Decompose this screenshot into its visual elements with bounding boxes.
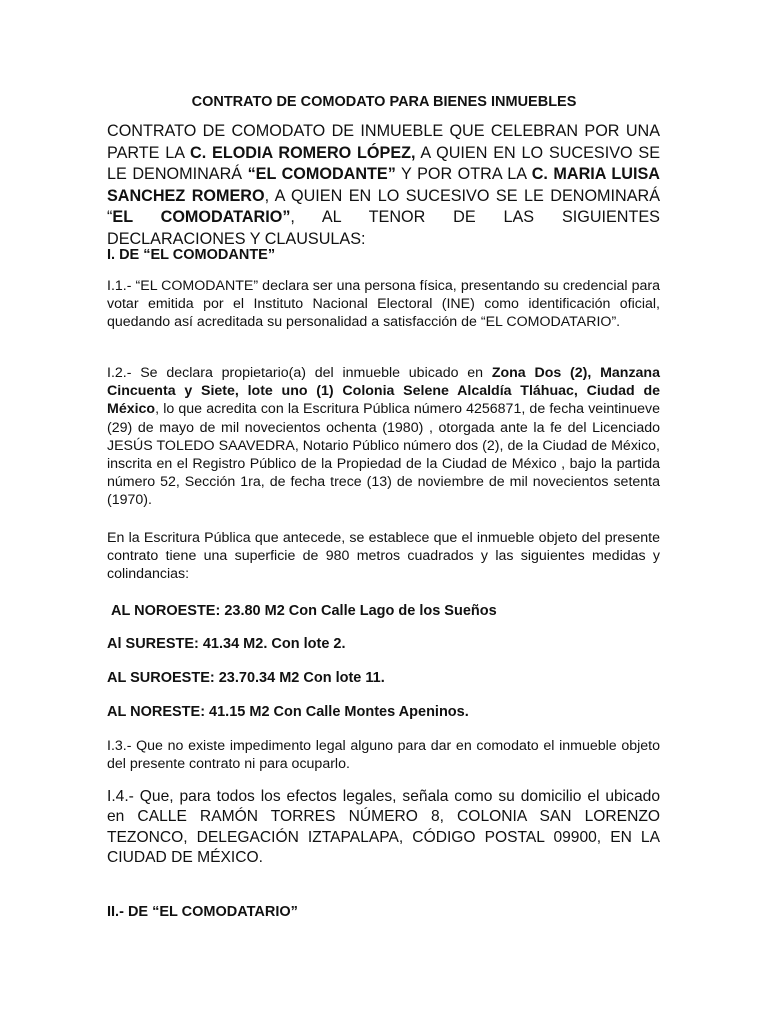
party-1-name: C. ELODIA ROMERO LÓPEZ, [190,143,416,162]
clause-1-2-text-1: I.2.- Se declara propietario(a) del inmueble ubicado en [107,365,492,381]
clause-1-3: I.3.- Que no existe impedimento legal alguno para dar en comodato el inmueble objeto del presente contrato ni para ocuparlo. [107,738,660,773]
intro-text-3: Y POR OTRA LA [395,165,532,183]
party-2-alias: EL COMODATARIO” [112,208,291,226]
boundary-southwest: AL SUROESTE: 23.70.34 M2 Con lote 11. [107,670,385,686]
clause-1-4: I.4.- Que, para todos los efectos legales, señala como su domicilio el ubicado en CALLE RAMÓN TORRES NÚMERO 8, COLONIA SAN LORENZO TEZONCO, DELEGACIÓN IZTAPALAPA, CÓDIGO POSTAL 09900, EN LA CIUDAD DE MÉXICO. [107,788,660,867]
boundary-northwest: AL NOROESTE: 23.80 M2 Con Calle Lago de los Sueños [111,603,497,619]
boundary-southeast: Al SURESTE: 41.34 M2. Con lote 2. [107,636,346,652]
section-heading-comodante: I. DE “EL COMODANTE” [107,247,276,263]
clause-1-2-text-2: , lo que acredita con la Escritura Pública número 4256871, de fecha veintinueve (29) de mayo de mil novecientos ochenta (1980) , otorgada ante la fe del Licenciado JESÚS TOLEDO SAAVEDRA, Notario Público número dos (2), de la Ciudad de México, inscrita en el Registro Público de la Propiedad de la Ciudad de México , bajo la partida número 52, Sección 1ra, de fecha trece (13) de noviembre de mil novecientos setenta (1970). [107,401,660,509]
clause-1-1: I.1.- “EL COMODANTE” declara ser una persona física, presentando su credencial para votar emitida por el Instituto Nacional Electoral (INE) como identificación oficial, quedando así acreditada su personalidad a satisfacción de “EL COMODATARIO”. [107,278,660,331]
intro-paragraph [107,121,660,250]
party-2-name: C. MARIA LUISA SANCHEZ ROMERO [107,165,660,205]
intro-text-5: , AL TENOR DE LAS SIGUIENTES DECLARACIONES Y CLAUSULAS: [107,208,660,248]
intro-text-2: A QUIEN EN LO SUCESIVO SE LE DENOMINARÁ [107,143,661,183]
document-title: CONTRATO DE COMODATO PARA BIENES INMUEBLES [191,94,577,110]
property-description: En la Escritura Pública que antecede, se establece que el inmueble objeto del presente contrato tiene una superficie de 980 metros cuadrados y las siguientes medidas y colindancias: [107,530,660,583]
section-heading-comodatario: II.- DE “EL COMODATARIO” [107,904,298,920]
intro-text-1: CONTRATO DE COMODATO DE INMUEBLE QUE CELEBRAN POR UNA PARTE LA [107,122,660,162]
clause-1-2 [107,364,660,510]
property-address: Zona Dos (2), Manzana Cincuenta y Siete, lote uno (1) Colonia Selene Alcaldía Tláhuac, Ciudad de México [107,365,660,418]
boundary-northeast: AL NORESTE: 41.15 M2 Con Calle Montes Apeninos. [107,704,469,720]
intro-text-4: , A QUIEN EN LO SUCESIVO SE LE DENOMINARÁ “ [107,186,660,226]
party-1-alias: “EL COMODANTE” [247,165,396,183]
